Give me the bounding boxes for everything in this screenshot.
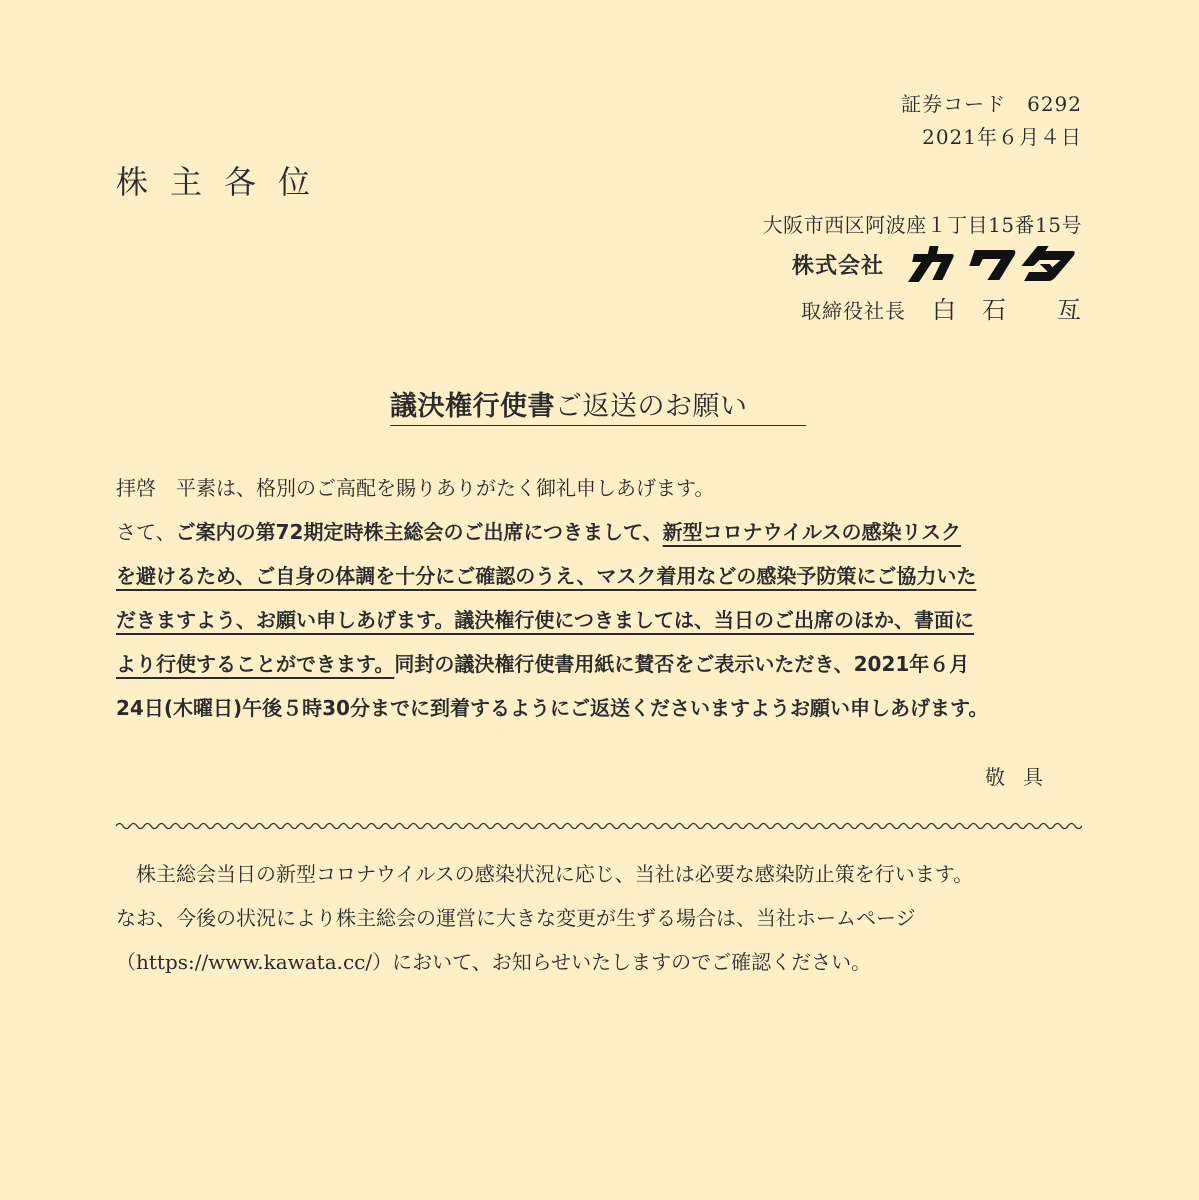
body-paragraph bbox=[116, 466, 1082, 730]
body-line: だきますよう、お願い申しあげます。議決権行使につきましては、当日のご出席のほか、書面に bbox=[116, 608, 974, 632]
notice-line: なお、今後の状況により株主総会の運営に大きな変更が生ずる場合は、当社ホームページ bbox=[116, 906, 916, 930]
wave-divider bbox=[116, 820, 1082, 832]
body-line: 24日(木曜日)午後５時30分までに到着するようにご返送くださいますようお願い申しあげます。 bbox=[116, 696, 989, 720]
body-segment-underlined: 新型コロナウイルスの感染リスク bbox=[662, 520, 962, 544]
closing-salutation: 敬具 bbox=[985, 765, 1061, 789]
title-normal: ご返送のお願い bbox=[555, 391, 748, 422]
body-line: 拝啓 平素は、格別のご高配を賜りありがたく御礼申しあげます。 bbox=[116, 476, 715, 500]
notice-paragraph bbox=[116, 852, 1086, 984]
company-name bbox=[792, 244, 1082, 284]
body-segment: ご案内の第72期定時株主総会のご出席につきまして、 bbox=[175, 520, 663, 544]
notice-line: （https://www.kawata.cc/）において、お知らせいたしますのでご確認ください。 bbox=[116, 950, 872, 974]
issue-date: 2021年６月４日 bbox=[922, 125, 1082, 149]
body-segment-underlined: より行使することができます。 bbox=[116, 652, 395, 676]
company-prefix: 株式会社 bbox=[791, 253, 884, 279]
title-strong: 議決権行使書 bbox=[390, 391, 555, 422]
securities-code: 証券コード 6292 bbox=[901, 92, 1082, 116]
company-address: 大阪市西区阿波座１丁目15番15号 bbox=[762, 213, 1082, 237]
representative-name: 白 石 亙 bbox=[932, 296, 1082, 324]
representative bbox=[801, 290, 1082, 325]
body-segment: さて、 bbox=[116, 520, 176, 544]
document-title bbox=[390, 384, 806, 426]
notice-line: 株主総会当日の新型コロナウイルスの感染状況に応じ、当社は必要な感染防止策を行います。 bbox=[116, 862, 974, 886]
body-segment: 同封の議決権行使書用紙に賛否をご表示いただき、2021年６月 bbox=[394, 652, 970, 676]
body-line: を避けるため、ご自身の体調を十分にご確認のうえ、マスク着用などの感染予防策にご協力いた bbox=[116, 564, 977, 588]
representative-title: 取締役社長 bbox=[801, 299, 906, 323]
body-line bbox=[116, 510, 1082, 554]
body-line bbox=[116, 642, 1082, 686]
addressee: 株主各位 bbox=[116, 163, 333, 201]
company-logo bbox=[906, 244, 1082, 284]
